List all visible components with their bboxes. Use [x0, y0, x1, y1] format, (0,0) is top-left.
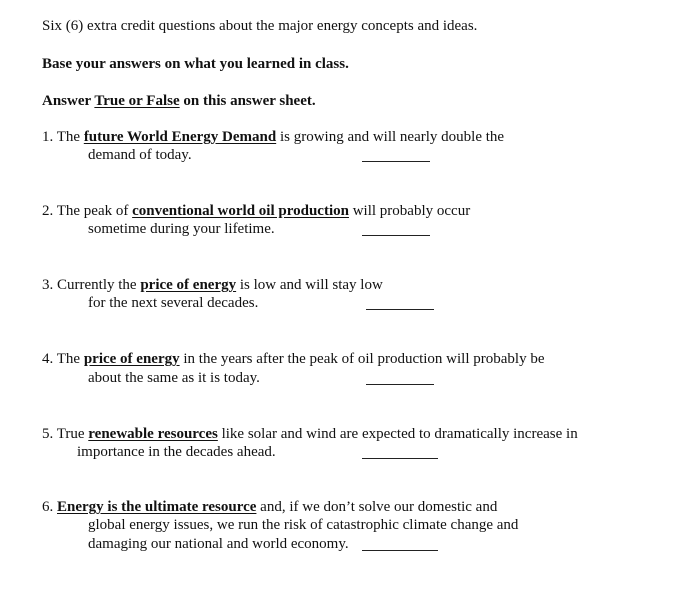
answer-instruction-emphasis: True or False	[94, 93, 180, 109]
question-text: True	[53, 426, 89, 442]
answer-blank-1[interactable]	[362, 161, 430, 162]
question-6	[42, 498, 497, 516]
question-number: 4.	[42, 351, 54, 367]
question-text: The	[53, 351, 84, 367]
question-text: Currently the	[53, 277, 141, 293]
question-4-continuation: about the same as it is today.	[88, 370, 260, 386]
answer-blank-3[interactable]	[366, 309, 434, 310]
intro-text: Six (6) extra credit questions about the major energy concepts and ideas.	[42, 18, 478, 34]
question-number: 3.	[42, 277, 54, 293]
question-number: 2.	[42, 203, 54, 219]
question-key-term: conventional world oil production	[132, 203, 349, 219]
question-text: is growing and will nearly double the	[276, 129, 505, 145]
question-text: like solar and wind are expected to dramatically increase in	[217, 426, 578, 442]
question-3	[42, 276, 383, 294]
question-4	[42, 350, 545, 368]
question-key-term: price of energy	[140, 277, 237, 293]
question-1	[42, 128, 504, 146]
question-text: The peak of	[53, 203, 133, 219]
answer-blank-2[interactable]	[362, 235, 430, 236]
question-6-continuation: global energy issues, we run the risk of catastrophic climate change and	[88, 517, 519, 533]
question-1-continuation: demand of today.	[88, 147, 192, 163]
question-key-term: future World Energy Demand	[83, 129, 277, 145]
question-text: is low and will stay low	[236, 277, 383, 293]
question-key-term: Energy is the ultimate resource	[57, 499, 257, 515]
question-text: will probably occur	[348, 203, 471, 219]
question-text: The	[53, 129, 84, 145]
answer-blank-6[interactable]	[362, 550, 438, 551]
question-5-continuation: importance in the decades ahead.	[77, 444, 276, 460]
question-5	[42, 425, 578, 443]
question-number: 1.	[42, 129, 54, 145]
answer-instruction-prefix: Answer	[42, 93, 95, 109]
question-2-continuation: sometime during your lifetime.	[88, 221, 275, 237]
answer-blank-5[interactable]	[362, 458, 438, 459]
question-text: in the years after the peak of oil production will probably be	[179, 351, 545, 367]
question-number: 5.	[42, 426, 54, 442]
question-6-continuation: damaging our national and world economy.	[88, 536, 349, 552]
answer-instruction	[42, 92, 316, 110]
question-number: 6.	[42, 499, 54, 515]
question-key-term: price of energy	[83, 351, 180, 367]
question-text: and, if we don’t solve our domestic and	[256, 499, 498, 515]
answer-blank-4[interactable]	[366, 384, 434, 385]
instruction-bold: Base your answers on what you learned in class.	[42, 56, 349, 72]
answer-instruction-suffix: on this answer sheet.	[179, 93, 316, 109]
question-2	[42, 202, 470, 220]
question-key-term: renewable resources	[88, 426, 218, 442]
question-3-continuation: for the next several decades.	[88, 295, 259, 311]
